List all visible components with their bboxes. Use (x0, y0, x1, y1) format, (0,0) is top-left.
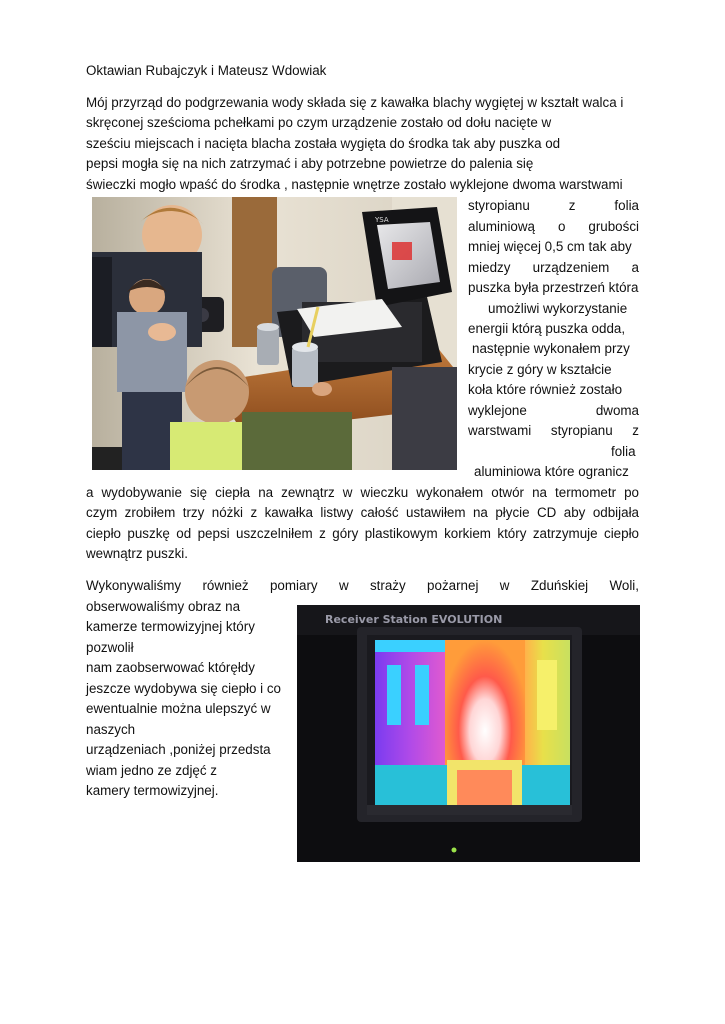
side-line-10: koła które również zostało (468, 382, 623, 397)
photo-thermal-camera (297, 605, 640, 862)
paragraph1-end-line-2: czym zrobiłem trzy nóżki z kawałka listwy całość ustawiłem na płycie CD aby odbijała (86, 505, 639, 520)
side-line-13: folia (611, 444, 636, 459)
paragraph2-line-1: Wykonywaliśmy również pomiary w straży pożarnej w Zduńskiej Woli, (86, 578, 639, 593)
side-line-4: miedzy urządzeniem a (468, 260, 639, 275)
paragraph1-end-line-1: a wydobywanie się ciepła na zewnątrz w wieczku wykonałem otwór na termometr po (86, 485, 639, 500)
photo-device-demonstration (92, 197, 457, 470)
side-line-3: mniej więcej 0,5 cm tak aby (468, 239, 632, 254)
p2-side-line-1: obserwowaliśmy obraz na (86, 599, 241, 614)
p2-side-line-10: kamery termowizyjnej. (86, 783, 219, 798)
case-screen-label: YSA (375, 216, 389, 224)
side-line-8: następnie wykonałem przy (472, 341, 630, 356)
p2-side-line-7: naszych (86, 722, 136, 737)
p2-side-line-8: urządzeniach ,poniżej przedsta (86, 742, 271, 757)
p2-side-line-3: pozwolił (86, 640, 134, 655)
paragraph1-line-5: świeczki mogło wpaść do środka , następnie wnętrze zostało wyklejone dwoma warstwami (86, 177, 623, 192)
p2-side-line-6: ewentualnie można ulepszyć w (86, 701, 271, 716)
p2-side-line-5: jeszcze wydobywa się ciepło i co (86, 681, 281, 696)
side-line-7: energii którą puszka odda, (468, 321, 626, 336)
side-line-9: krycie z góry w kształcie (468, 362, 612, 377)
side-line-14: aluminiowa które ogranicz (474, 464, 629, 479)
side-line-6: umożliwi wykorzystanie (488, 301, 628, 316)
paragraph1-end-line-3: ciepło puszkę od pepsi uszczelniłem z góry plastikowym korkiem który zatrzymuje ciepło (86, 526, 639, 541)
p2-side-line-2: kamerze termowizyjnej który (86, 619, 255, 634)
p2-side-line-9: wiam jedno ze zdjęć z (86, 763, 217, 778)
receiver-station-label: Receiver Station EVOLUTION (325, 613, 503, 626)
paragraph1-line-3: sześciu miejscach i nacięta blacha została wygięta do środka tak aby puszka od (86, 136, 561, 151)
side-line-2: aluminiową o grubości (468, 219, 639, 234)
side-line-5: puszka była przestrzeń która (468, 280, 639, 295)
paragraph1-line-1: Mój przyrząd do podgrzewania wody składa się z kawałka blachy wygiętej w kształt walca i (86, 95, 624, 110)
p2-side-line-4: nam zaobserwować któręłdy (86, 660, 255, 675)
side-line-12: warstwami styropianu z (468, 423, 639, 438)
paragraph1-line-4: pepsi mogła się na nich zatrzymać i aby potrzebne powietrze do palenia się (86, 156, 534, 171)
paragraph1-line-2: skręconej sześcioma pchełkami po czym urządzenie zostało od dołu nacięte w (86, 115, 552, 130)
side-line-11: wyklejone dwoma (468, 403, 639, 418)
paragraph1-end-line-4: wewnątrz puszki. (86, 546, 188, 561)
authors-line: Oktawian Rubajczyk i Mateusz Wdowiak (86, 63, 327, 78)
side-line-1: styropianu z folia (468, 198, 639, 213)
